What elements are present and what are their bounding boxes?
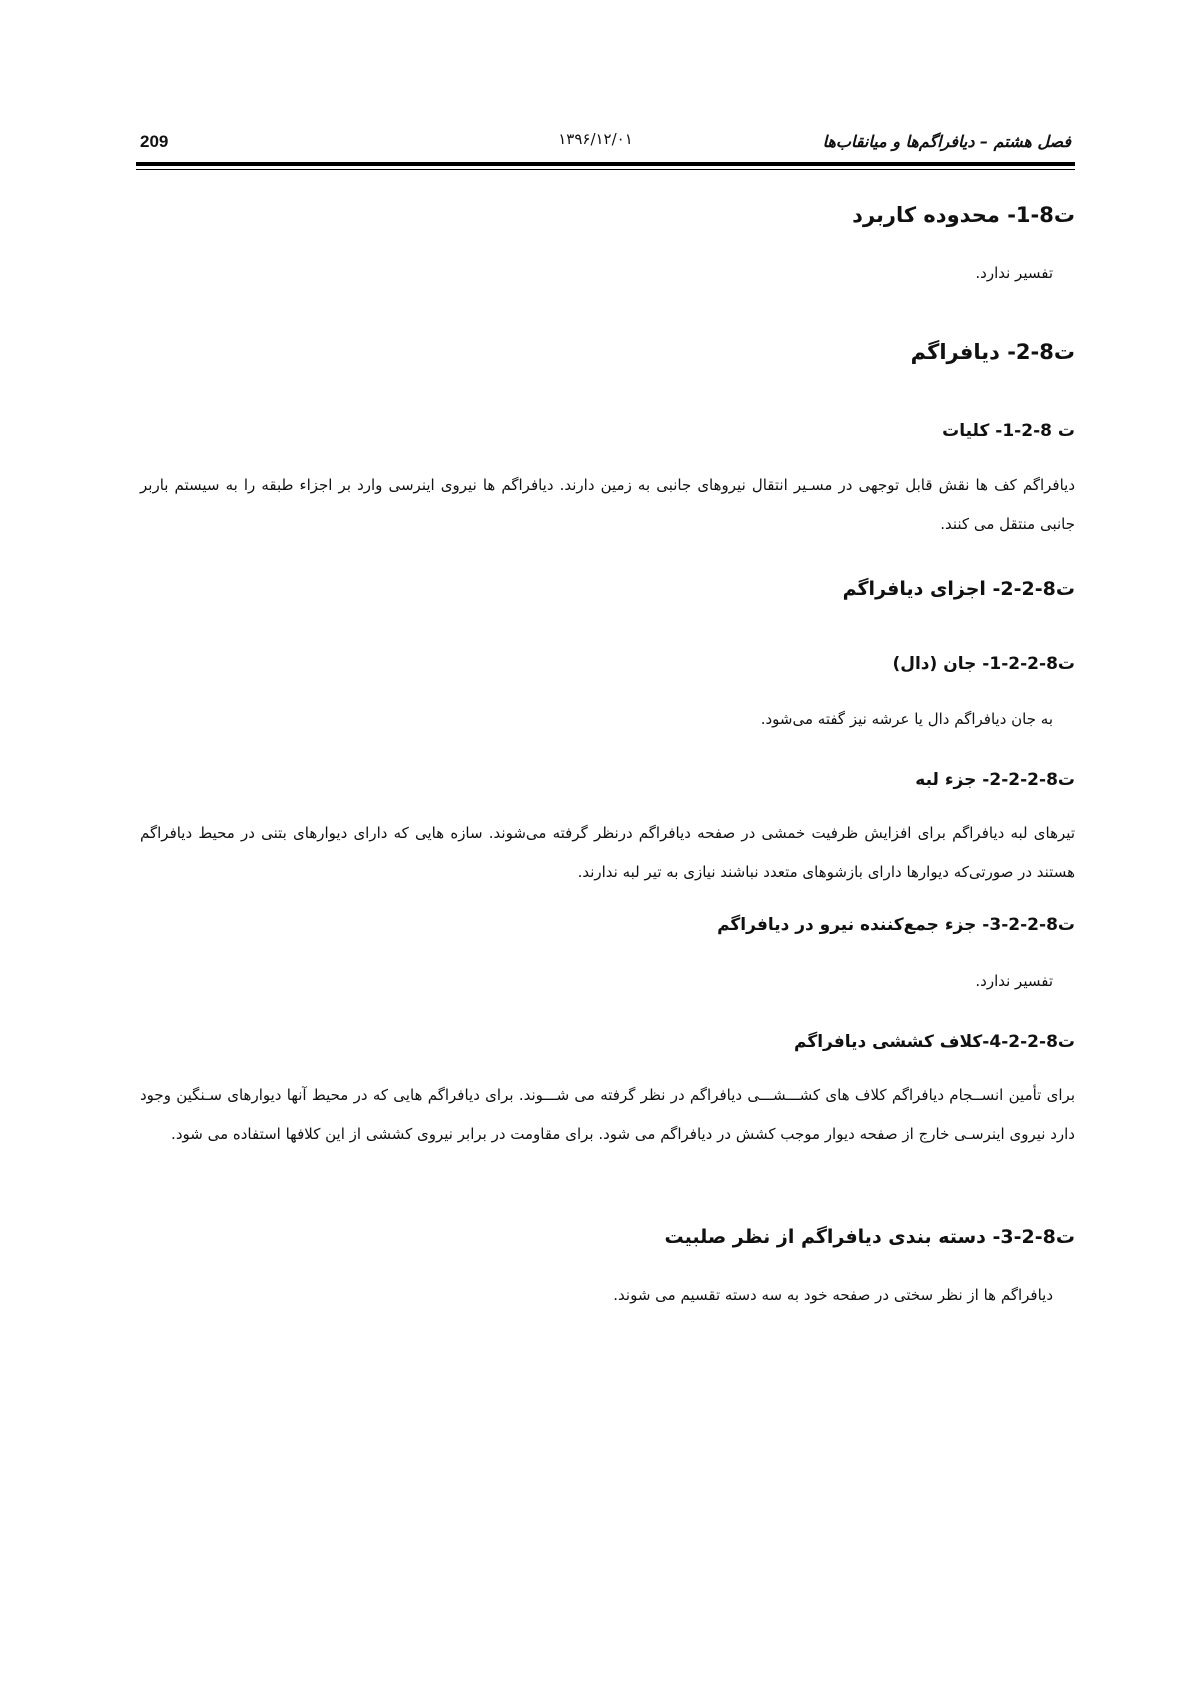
page-number: 209 [140, 132, 169, 151]
paragraph-8-2-2-2: تیرهای لبه دیافراگم برای افزایش ظرفیت خمشی در صفحه دیافراگم درنظر گرفته می‌شوند. سازه هایی که دارای دیوارهای بتنی در محیط دیافراگم هستند در صورتی‌که دیوارها دارای بازشوهای متعدد نباشند نیازی به تیر لبه ندارند. [140, 824, 1075, 881]
heading-8-1: ت8-1- محدوده کاربرد [852, 203, 1075, 227]
text-8-2-2-3: تفسیر ندارد. [975, 972, 1053, 990]
text-8-1: تفسیر ندارد. [975, 264, 1053, 282]
heading-8-2: ت8-2- دیافراگم [910, 340, 1075, 364]
text-8-2-3: دیافراگم ها از نظر سختی در صفحه خود به سه دسته تقسیم می شوند. [613, 1286, 1053, 1304]
text-8-2-2-1: به جان دیافراگم دال یا عرشه نیز گفته می‌شود. [760, 710, 1053, 728]
heading-8-2-2-1: ت8-2-2-1- جان (دال) [892, 654, 1075, 674]
paragraph-8-2-2-4: برای تأمین انســجام دیافراگم کلاف های کشـــشـــی دیافراگم در نظر گرفته می شـــوند. برای دیافراگم هایی که در محیط آنها دیوارهای سـنگین وجود دارد نیروی اینرسـی خارج از صفحه دیوار موجب کشش در دیافراگم می شود. برای مقاومت در برابر نیروی کششی از این کلافها استفاده می شود. [140, 1086, 1075, 1143]
heading-8-2-3: ت8-2-3- دسته بندی دیافراگم از نظر صلبیت [664, 1226, 1075, 1248]
heading-8-2-2-4: ت8-2-2-4-کلاف کششی دیافراگم [793, 1032, 1075, 1052]
chapter-title: فصل هشتم – دیافراگم‌ها و میانقاب‌ها [822, 132, 1071, 151]
heading-8-2-2-3: ت8-2-2-3- جزء جمع‌کننده نیرو در دیافراگم [717, 915, 1075, 935]
header-rule-thin [136, 169, 1075, 170]
header-date: ۱۳۹۶/۱۲/۰۱ [558, 130, 633, 148]
header-rule-thick [136, 162, 1075, 166]
heading-8-2-1: ت 8-2-1- کلیات [942, 421, 1075, 441]
heading-8-2-2: ت8-2-2- اجزای دیافراگم [842, 578, 1075, 600]
paragraph-8-2-1: دیافراگم کف ها نقش قابل توجهی در مسـیر انتقال نیروهای جانبی به زمین دارند. دیافراگم ها نیروی اینرسی وارد بر اجزاء طبقه را به سیستم باربر جانبی منتقل می کنند. [140, 476, 1075, 533]
heading-8-2-2-2: ت8-2-2-2- جزء لبه [915, 770, 1075, 790]
